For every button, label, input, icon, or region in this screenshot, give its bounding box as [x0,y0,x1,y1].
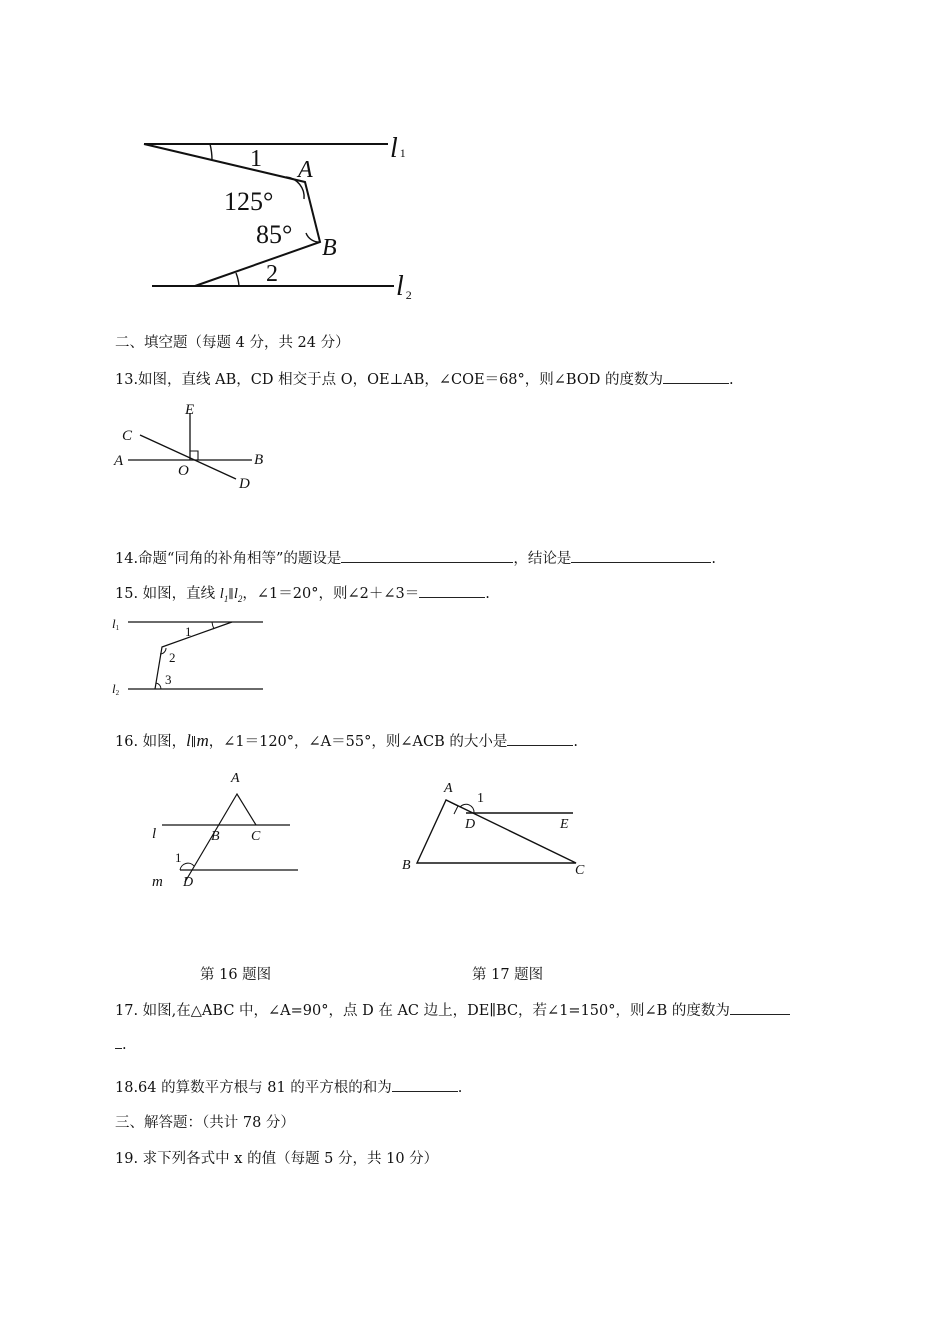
point-c-label: C [251,829,261,844]
point-d-label: D [183,875,194,890]
angle-1-label: 1 [477,791,484,806]
caption-figure-16: 第 16 题图 [200,967,272,983]
question-14-part1: 14.命题“同角的补角相等”的题设是 [115,551,342,567]
question-13-end: . [728,372,734,388]
line-l2-inline: $l_2$ [233,586,243,604]
figure-q17-right-triangle [390,770,595,885]
answer-blank-13[interactable] [663,369,729,384]
section-2-heading: 二、填空题（每题 4 分，共 24 分） [115,335,350,351]
line-l1-label: l 1 [390,133,406,164]
question-18-end: . [457,1080,463,1096]
point-e-label: E [185,402,195,418]
angle-1-label: 1 [250,146,262,172]
answer-blank-18[interactable] [392,1077,458,1092]
angle-1-label: 1 [175,850,182,865]
section-3-heading: 三、解答题：（共计 78 分） [115,1115,295,1131]
question-17-continuation [115,1034,127,1055]
line-l2-label: l2 [112,681,120,697]
point-o-label: O [178,463,189,479]
answer-blank-17-cont[interactable] [115,1034,122,1049]
line-m-inline: m [196,731,209,750]
answer-blank-17[interactable] [730,1000,790,1015]
figure-q15-parallel-lines [110,612,270,698]
question-18-text: 18.64 的算数平方根与 81 的平方根的和为 [115,1080,392,1096]
question-17 [115,1000,790,1021]
angle-2-label: 2 [169,650,176,665]
question-16-prefix: 16. 如图， [115,734,187,750]
point-b-label: B [402,858,411,873]
question-17-text: 17. 如图,在△ABC 中，∠A=90°，点 D 在 AC 边上，DE∥BC，若∠1=150°，则∠B 的度数为 [115,1003,730,1019]
point-a-label: A [231,771,240,786]
point-c-label: C [122,428,133,444]
line-l2-label: l 2 [396,271,412,302]
answer-blank-14-conclusion[interactable] [571,548,711,563]
answer-blank-16[interactable] [507,731,573,746]
line-l-label: l [152,826,157,842]
caption-figure-17: 第 17 题图 [472,967,544,983]
point-a-label: A [444,781,453,796]
figure-q16-triangle-parallel-lines [148,762,308,892]
point-a-label: A [114,453,124,469]
question-14-end: . [711,551,716,567]
parallel-symbol: ∥ [190,735,197,749]
question-15-end: . [485,586,490,602]
point-b-label: B [211,829,220,844]
question-15 [115,583,490,609]
point-a-label: A [298,157,313,183]
point-d-label: D [465,817,476,832]
question-15-suffix: ，∠1＝20°，则∠2＋∠3＝ [242,586,420,602]
line-m-label: m [152,874,163,890]
figure-q13-intersecting-lines [112,398,282,498]
angle-1-label: 1 [185,624,192,639]
line-l-inline: l [186,731,191,750]
point-c-label: C [575,863,585,878]
question-16 [115,731,578,752]
angle-a-value-label: 125° [224,187,274,216]
angle-b-value-label: 85° [256,220,293,249]
question-16-end: . [573,734,578,750]
figure-parallel-lines-zigzag [140,125,440,310]
angle-2-label: 2 [266,261,278,287]
answer-blank-15[interactable] [419,583,485,598]
question-14-part2: ，结论是 [513,551,572,567]
question-13 [115,369,734,390]
question-18 [115,1077,462,1098]
line-l1-inline: $l_1$ [219,586,229,604]
angle-3-label: 3 [165,672,172,687]
line-l1-label: l1 [112,616,120,632]
point-b-label: B [254,452,264,468]
question-15-prefix: 15. 如图，直线 [115,586,216,602]
question-19: 19. 求下列各式中 x 的值（每题 5 分，共 10 分） [115,1151,439,1167]
question-14 [115,548,716,569]
question-13-text: 13.如图，直线 AB，CD 相交于点 O，OE⊥AB，∠COE＝68°，则∠BOD 的度数为 [115,372,663,388]
point-e-label: E [560,817,569,832]
answer-blank-14-hypothesis[interactable] [341,548,513,563]
point-d-label: D [239,476,250,492]
parallel-symbol: ∥ [228,587,234,601]
question-16-suffix: ，∠1＝120°，∠A＝55°，则∠ACB 的大小是 [208,734,508,750]
question-17-end: . [122,1037,127,1053]
point-b-label: B [322,235,337,261]
